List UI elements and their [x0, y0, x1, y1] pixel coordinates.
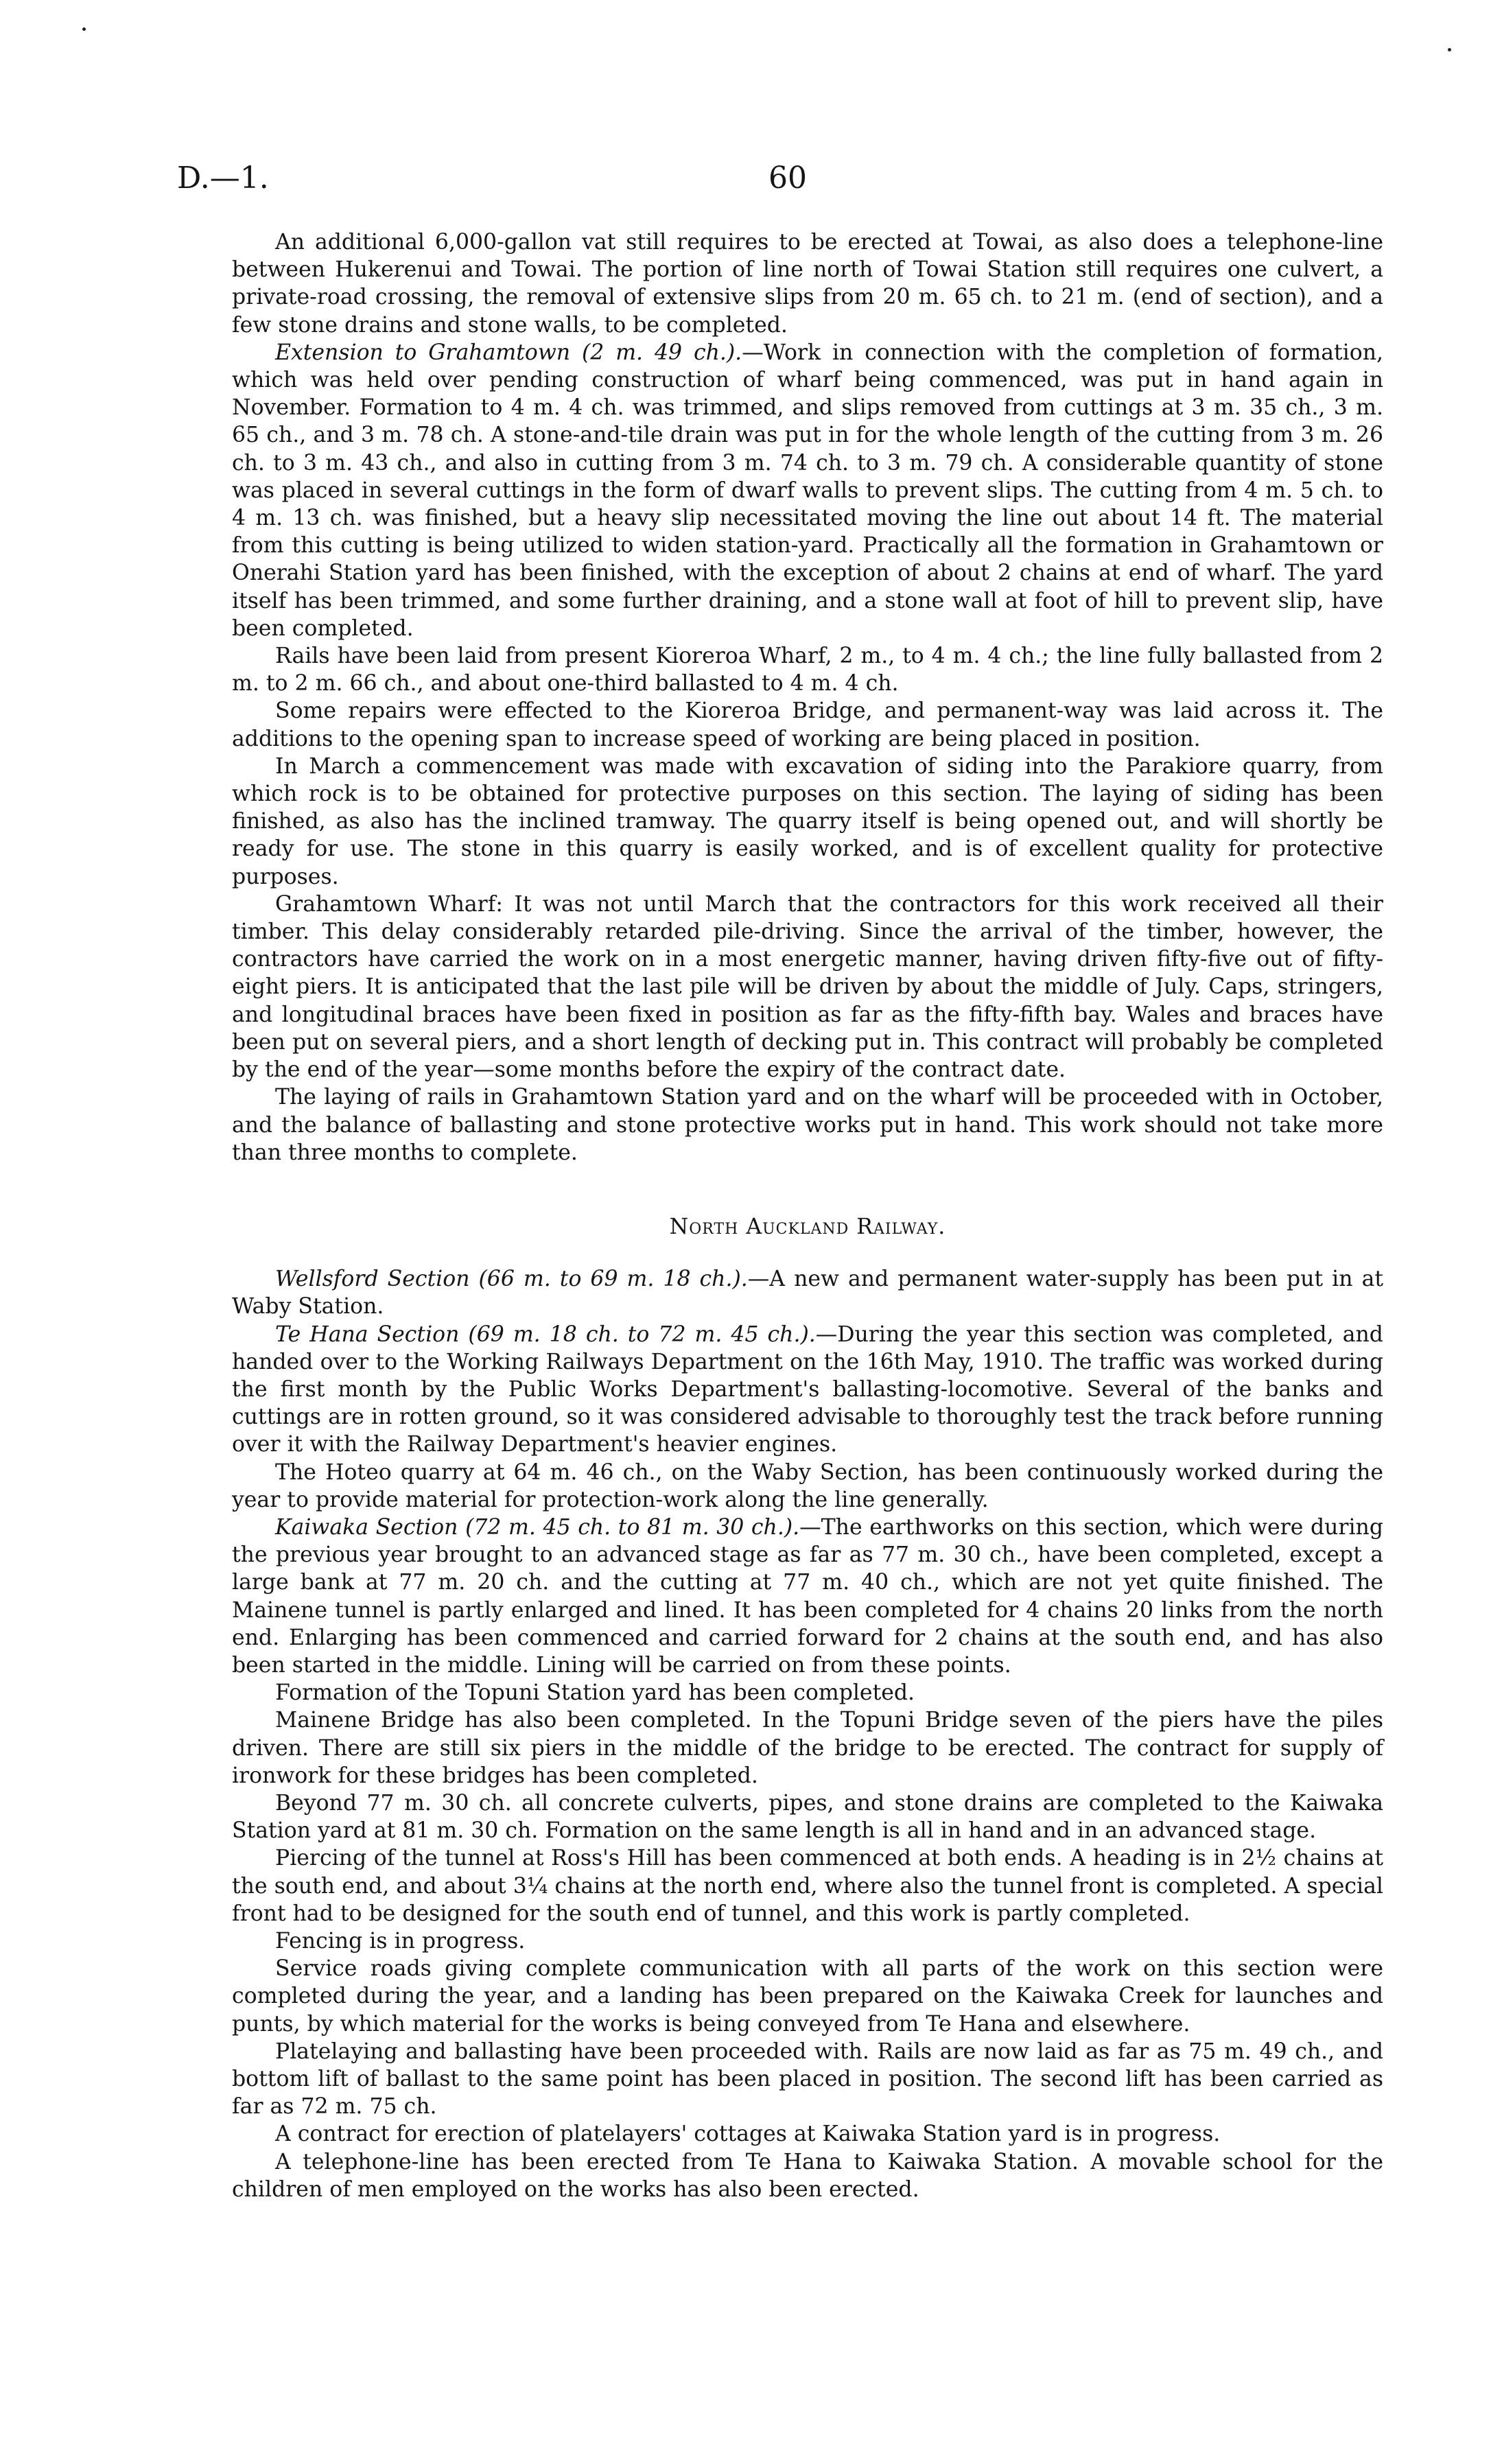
paragraph-heading: Wellsford Section (66 m. to 69 m. 18 ch.). — [275, 1267, 748, 1292]
scan-speck — [82, 27, 86, 31]
paragraph: A contract for erection of platelayers' cottages at Kaiwaka Station yard is in progress. — [275, 2122, 1221, 2147]
page-number: 60 — [768, 161, 807, 196]
paragraph: Some repairs were effected to the Kioreroa Bridge, and permanent-way was laid across it. The additions to the opening span to increase speed of working are being placed in position. — [232, 699, 1383, 751]
section-grahamtown — [232, 228, 1383, 1166]
paragraph-heading: Te Hana Section (69 m. 18 ch. to 72 m. 45 ch.). — [275, 1322, 816, 1347]
paragraph: Platelaying and ballasting have been proceeded with. Rails are now laid as far as 75 m. 49 ch., and bottom lift of ballast to the same point has been placed in position. The second lift has been carried as far as 72 m. 75 ch. — [232, 2039, 1383, 2120]
paragraph: Mainene Bridge has also been completed. In the Topuni Bridge seven of the piers have the piles driven. There are still six piers in the middle of the bridge to be erected. The contract for supply of ironwork for these bridges has been completed. — [232, 1708, 1383, 1788]
paragraph: Te Hana Section (69 m. 18 ch. to 72 m. 45 ch.).—During the year this section was completed, and handed over to the Working Railways Department on the 16th May, 1910. The traffic was worked during the first month by the Public Works Department's ballasting-locomotive. Several of the banks and cuttings are in rotten ground, so it was considered advisable to thoroughly test the track before running over it with the Railway Department's heavier engines. — [232, 1322, 1383, 1457]
paragraph: An additional 6,000-gallon vat still requires to be erected at Towai, as also does a telephone-line between Hukerenui and Towai. The portion of line north of Towai Station still requires one culvert, a private-road crossing, the removal of extensive slips from 20 m. 65 ch. to 21 m. (end of section), and a few stone drains and stone walls, to be completed. — [232, 230, 1383, 338]
paragraph: Beyond 77 m. 30 ch. all concrete culverts, pipes, and stone drains are completed to the Kaiwaka Station yard at 81 m. 30 ch. Formation on the same length is all in hand and in an advanced stage. — [232, 1790, 1383, 1844]
section-title: North Auckland Railway. — [669, 1214, 946, 1239]
paragraph: Rails have been laid from present Kioreroa Wharf, 2 m., to 4 m. 4 ch.; the line fully ballasted from 2 m. to 2 m. 66 ch., and about one-third ballasted to 4 m. 4 ch. — [232, 644, 1383, 696]
paragraph: In March a commencement was made with excavation of siding into the Parakiore quarry, from which rock is to be obtained for protective purposes on this section. The laying of siding has been finished, as also has the inclined tramway. The quarry itself is being opened out, and will shortly be ready for use. The stone in this quarry is easily worked, and is of excellent quality for protective purposes. — [232, 753, 1383, 889]
paragraph: Service roads giving complete communication with all parts of the work on this section were completed during the year, and a landing has been prepared on the Kaiwaka Creek for launches and punts, by which material for the works is being conveyed from Te Hana and elsewhere. — [232, 1956, 1383, 2037]
page-body — [232, 228, 1383, 2203]
paragraph: Extension to Grahamtown (2 m. 49 ch.).—Work in connection with the completion of formation, which was held over pending construction of wharf being commenced, was put in hand again in November. Formation to 4 m. 4 ch. was trimmed, and slips removed from cuttings at 3 m. 35 ch., 3 m. 65 ch., and 3 m. 78 ch. A stone-and-tile drain was put in for the whole length of the cutting from 3 m. 26 ch. to 3 m. 43 ch., and also in cutting from 3 m. 74 ch. to 3 m. 79 ch. A considerable quantity of stone was placed in several cuttings in the form of dwarf walls to prevent slips. The cutting from 4 m. 5 ch. to 4 m. 13 ch. was finished, but a heavy slip necessitated moving the line out about 14 ft. The material from this cutting is being utilized to widen station-yard. Practically all the formation in Grahamtown or Onerahi Station yard has been finished, with the exception of about 2 chains at end of wharf. The yard itself has been trimmed, and some further draining, and a stone wall at foot of hill to prevent slip, have been completed. — [232, 340, 1384, 641]
paragraph: Kaiwaka Section (72 m. 45 ch. to 81 m. 30 ch.).—The earthworks on this section, which were during the previous year brought to an advanced stage as far as 77 m. 30 ch., have been completed, except a large bank at 77 m. 20 ch. and the cutting at 77 m. 40 ch., which are not yet quite finished. The Mainene tunnel is partly enlarged and lined. It has been completed for 4 chains 20 links from the north end. Enlarging has been commenced and carried forward for 2 chains at the south end, and has also been started in the middle. Lining will be carried on from these points. — [232, 1514, 1384, 1678]
paragraph-heading: Extension to Grahamtown (2 m. 49 ch.). — [275, 340, 742, 365]
paragraph-heading: Kaiwaka Section (72 m. 45 ch. to 81 m. 30 ch.). — [275, 1514, 800, 1540]
document-reference: D.—1. — [177, 161, 269, 196]
paragraph: Piercing of the tunnel at Ross's Hill has been commenced at both ends. A heading is in 2½ chains at the south end, and about 3¼ chains at the north end, where also the tunnel front is completed. A special front had to be designed for the south end of tunnel, and this work is partly completed. — [232, 1846, 1383, 1926]
paragraph: Grahamtown Wharf: It was not until March that the contractors for this work received all their timber. This delay considerably retarded pile-driving. Since the arrival of the timber, however, the contractors have carried the work on in a most energetic manner, having driven fifty-five out of fifty-eight piers. It is anticipated that the last pile will be driven by about the middle of July. Caps, stringers, and longitudinal braces have been fixed in position as far as the fifty-fifth bay. Wales and braces have been put on several piers, and a short length of decking put in. This contract will probably be completed by the end of the year—some months before the expiry of the contract date. — [232, 891, 1383, 1083]
scan-speck — [1448, 48, 1451, 51]
paragraph: A telephone-line has been erected from Te Hana to Kaiwaka Station. A movable school for the children of men employed on the works has also been erected. — [232, 2149, 1383, 2202]
paragraph: Formation of the Topuni Station yard has been completed. — [275, 1680, 915, 1706]
paragraph: Wellsford Section (66 m. to 69 m. 18 ch.).—A new and permanent water-supply has been put in at Waby Station. — [232, 1267, 1384, 1319]
paragraph: The laying of rails in Grahamtown Station yard and on the wharf will be proceeded with in October, and the balance of ballasting and stone protective works put in hand. This work should not take more than three months to complete. — [232, 1085, 1383, 1165]
paragraph: The Hoteo quarry at 64 m. 46 ch., on the Waby Section, has been continuously worked during the year to provide material for protection-work along the line generally. — [232, 1459, 1383, 1512]
section-north-auckland — [232, 1265, 1383, 2203]
paragraph: Fencing is in progress. — [275, 1928, 526, 1953]
